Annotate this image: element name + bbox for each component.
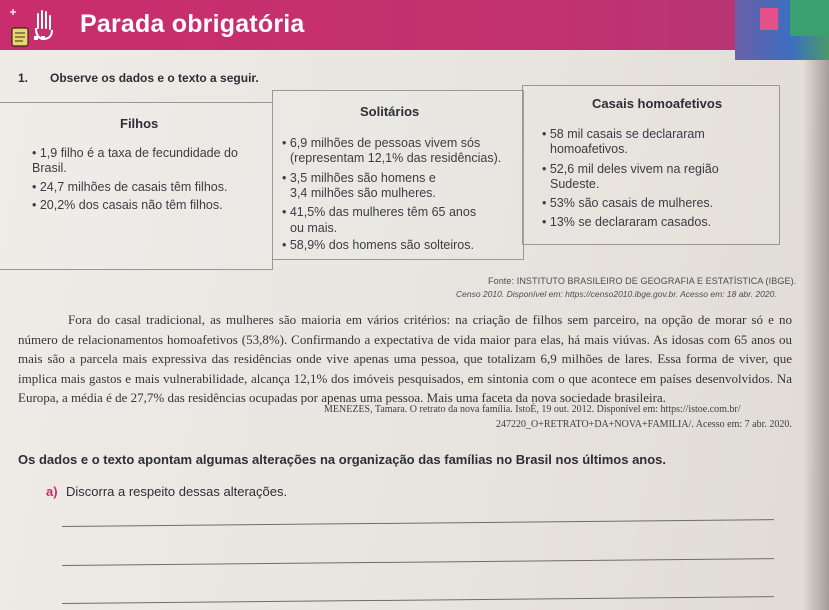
casais-item: • 52,6 mil deles vivem na região bbox=[542, 162, 719, 176]
page-edge-shadow bbox=[803, 0, 829, 610]
question-instruction: Observe os dados e o texto a seguir. bbox=[50, 71, 259, 85]
casais-item: Sudeste. bbox=[550, 177, 600, 191]
casais-item: • 58 mil casais se declararam bbox=[542, 127, 705, 141]
solitarios-item: ou mais. bbox=[290, 221, 338, 235]
filhos-item: • 20,2% dos casais não têm filhos. bbox=[32, 198, 223, 212]
filhos-item: • 24,7 milhões de casais têm filhos. bbox=[32, 180, 228, 194]
filhos-item: Brasil. bbox=[32, 161, 67, 175]
citation-line: MENEZES, Tamara. O retrato da nova família. IstoÉ, 19 out. 2012. Disponível em: https://istoe.com.br/ bbox=[324, 404, 741, 415]
casais-item: homoafetivos. bbox=[550, 142, 628, 156]
casais-title: Casais homoafetivos bbox=[592, 96, 723, 111]
solitarios-item: • 41,5% das mulheres têm 65 anos bbox=[282, 205, 477, 219]
body-paragraph: Fora do casal tradicional, as mulheres são maioria em vários critérios: na criação de filhos sem parceiro, na opção de morar só e no número de relacionamentos homoafetivos (53,8%). Confirmando a expectativa de vida maior para elas, há mais viúvas. As idosas com 65 anos ou mais são a parcela mais expressiva das residências onde vive apenas uma pessoa, que totalizam 6,9 milhões de lares. Essa forma de viver, que implica mais gastos e mais vulnerabilidade, alcança 12,1% dos imóveis pesquisados, em sintonia com o que acontece em países desenvolvidos. Na Europa, a média é de 27,7% das residências ocupadas por apenas uma pessoa. Mais uma faceta da nova sociedade brasileira. bbox=[18, 312, 792, 405]
solitarios-item: 3,4 milhões são mulheres. bbox=[290, 186, 436, 200]
solitarios-item: (representam 12,1% das residências). bbox=[290, 151, 502, 165]
casais-item: • 53% são casais de mulheres. bbox=[542, 196, 714, 210]
question-prompt: Os dados e o texto apontam algumas alterações na organização das famílias no Brasil nos últimos anos. bbox=[18, 452, 667, 467]
banner-decoration-block bbox=[790, 0, 829, 36]
banner-title: Parada obrigatória bbox=[80, 10, 305, 38]
solitarios-item: • 6,9 milhões de pessoas vivem sós bbox=[282, 136, 481, 150]
subquestion-text: Discorra a respeito dessas alterações. bbox=[66, 484, 288, 499]
source-url: Censo 2010. Disponível em: https://censo2010.ibge.gov.br. Acesso em: 18 abr. 2020. bbox=[456, 289, 777, 299]
filhos-item: • 1,9 filho é a taxa de fecundidade do bbox=[32, 146, 238, 160]
stop-hand-icon bbox=[8, 6, 64, 48]
solitarios-title: Solitários bbox=[360, 104, 420, 119]
filhos-title: Filhos bbox=[120, 116, 159, 131]
solitarios-item: • 58,9% dos homens são solteiros. bbox=[282, 238, 474, 252]
solitarios-item: • 3,5 milhões são homens e bbox=[282, 171, 436, 185]
casais-item: • 13% se declararam casados. bbox=[542, 215, 712, 229]
citation-line: 247220_O+RETRATO+DA+NOVA+FAMILIA/. Acesso em: 7 abr. 2020. bbox=[496, 419, 792, 430]
source-credit: Fonte: INSTITUTO BRASILEIRO DE GEOGRAFIA E ESTATÍSTICA (IBGE). bbox=[488, 276, 797, 286]
subquestion-letter: a) bbox=[46, 484, 58, 499]
question-number: 1. bbox=[18, 71, 29, 85]
banner-decoration-block bbox=[760, 8, 778, 30]
